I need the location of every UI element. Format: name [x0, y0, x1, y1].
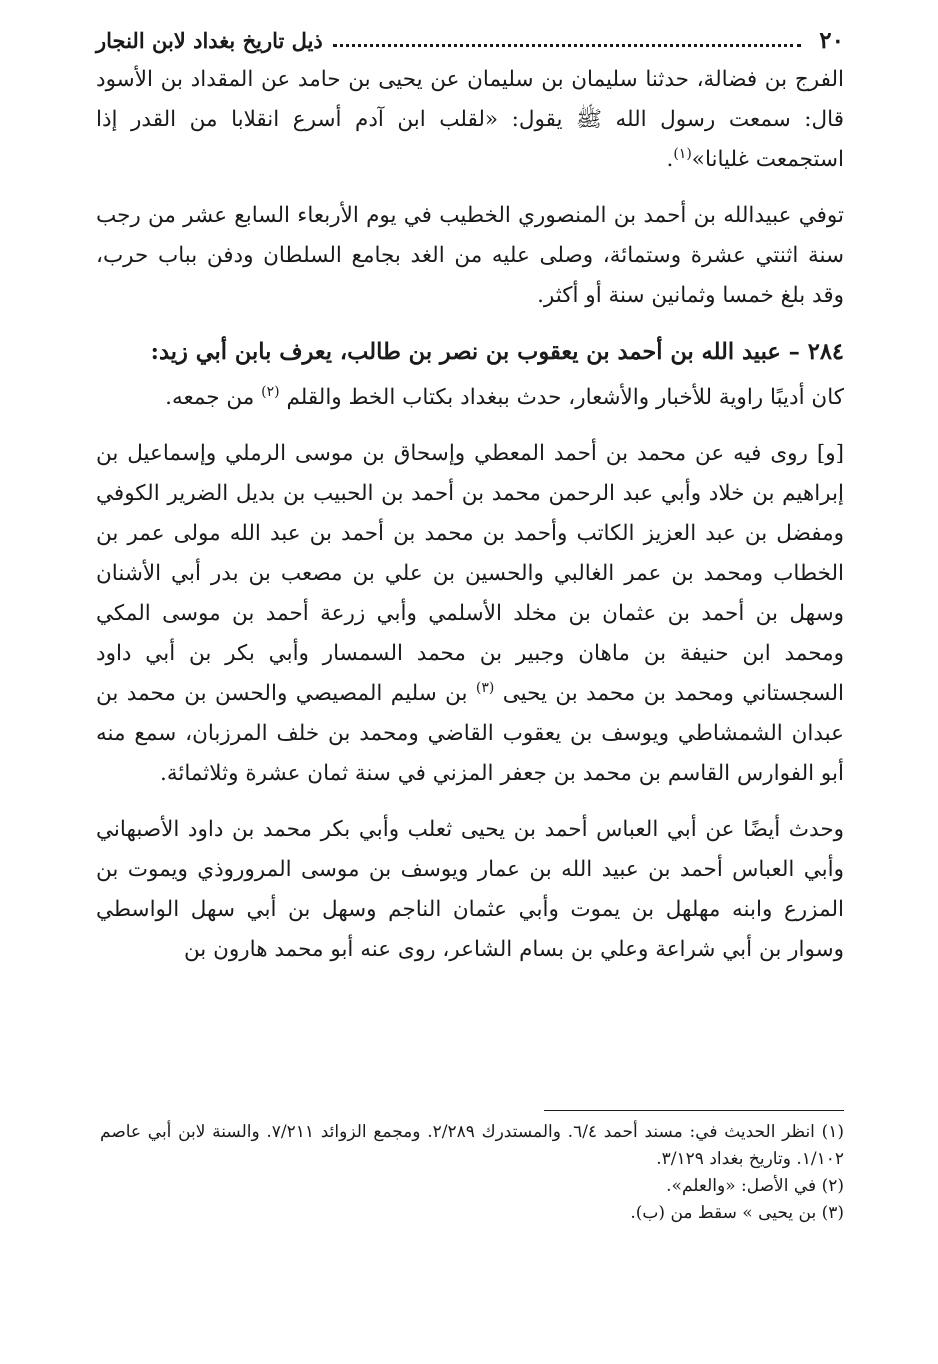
footnote-2: (٢) في الأصل: «والعلم».	[666, 1176, 844, 1196]
paragraph-end: .	[666, 147, 674, 172]
paragraph-text-continued: من جمعه.	[165, 385, 255, 410]
paragraph-further-narrators: وحدث أيضًا عن أبي العباس أحمد بن يحيى ثعلب وأبي بكر محمد بن داود الأصبهاني وأبي العباس أحمد بن عبيد الله بن عمار ويوسف بن موسى المروروذي ويموت بن المزرع وابنه مهلهل بن يموت وأبي عثمان الناجم وسهل بن أبي سهل الواسطي وسوار بن أبي شراعة وعلي بن بسام الشاعر، روى عنه أبو محمد هارون بن	[96, 817, 844, 962]
page-header	[96, 20, 844, 60]
paragraph-text-continued: بن سليم المصيصي والحسن بن محمد بن عبدان الشمشاطي ويوسف بن يعقوب القاضي ومحمد بن خلف المرزبان، سمع منه أبو الفوارس القاسم بن محمد بن جعفر المزني في سنة ثمان عشرة وثلاثمائة.	[96, 681, 844, 786]
paragraph-text: كان أديبًا راوية للأخبار والأشعار، حدث ببغداد بكتاب الخط والقلم	[286, 385, 844, 410]
paragraph-text: [و] روى فيه عن محمد بن أحمد المعطي وإسحاق بن موسى الرملي وإسماعيل بن إبراهيم بن خلاد وأبي عبد الرحمن محمد بن أحمد بن الحبيب بن بديل الضرير الكوفي ومفضل بن عبد العزيز الكاتب وأحمد بن محمد بن أحمد بن عبد الله مولى عمر بن الخطاب ومحمد بن عمر الغالبي والحسين بن علي بن مصعب بن بدر أبي الأشنان وسهل بن أحمد بن عثمان بن مخلد الأسلمي وأبي زرعة أحمد بن موسى المكي ومحمد ابن حنيفة بن ماهان وجبير بن محمد السمسار وأبي بكر بن أبي داود السجستاني ومحمد بن محمد بن يحيى	[96, 441, 844, 706]
running-title: ذيل تاريخ بغداد لابن النجار	[96, 27, 323, 53]
header-dot-leader	[333, 44, 801, 47]
paragraph-death-notice: توفي عبيدالله بن أحمد بن المنصوري الخطيب في يوم الأربعاء السابع عشر من رجب سنة اثنتي عشرة وستمائة، وصلى عليه من الغد بجامع السلطان ودفن بباب حرب، وقد بلغ خمسا وثمانين سنة أو أكثر.	[96, 203, 844, 308]
footnote-divider	[544, 1110, 844, 1111]
footnote-3: (٣) بن يحيى » سقط من (ب).	[630, 1203, 844, 1223]
paragraph-narrators	[96, 434, 844, 794]
paragraph-hadith	[96, 60, 844, 180]
footnotes	[100, 1110, 844, 1227]
footnote-ref-3: (٣)	[475, 679, 495, 696]
footnote-ref-2: (٢)	[261, 383, 280, 400]
footnote-1: (١) انظر الحديث في: مسند أحمد ٦/٤. والمستدرك ٢/٢٨٩. ومجمع الزوائد ٧/٢١١. والسنة لابن أبي عاصم ١/١٠٢. وتاريخ بغداد ٣/١٢٩.	[100, 1122, 845, 1169]
main-text	[96, 60, 844, 986]
entry-heading: ٢٨٤ – عبيد الله بن أحمد بن يعقوب بن نصر بن طالب، يعرف بابن أبي زيد:	[150, 339, 844, 365]
paragraph-text: الفرج بن فضالة، حدثنا سليمان بن سليمان عن يحيى بن حامد عن المقداد بن الأسود قال: سمعت رسول الله ﷺ يقول: «لقلب ابن آدم أسرع انقلابا من القدر إذا استجمعت غليانا»	[96, 67, 844, 172]
footnote-ref-1: (١)	[673, 145, 692, 162]
paragraph-biography	[96, 378, 844, 418]
page-number: ٢٠	[819, 26, 844, 54]
